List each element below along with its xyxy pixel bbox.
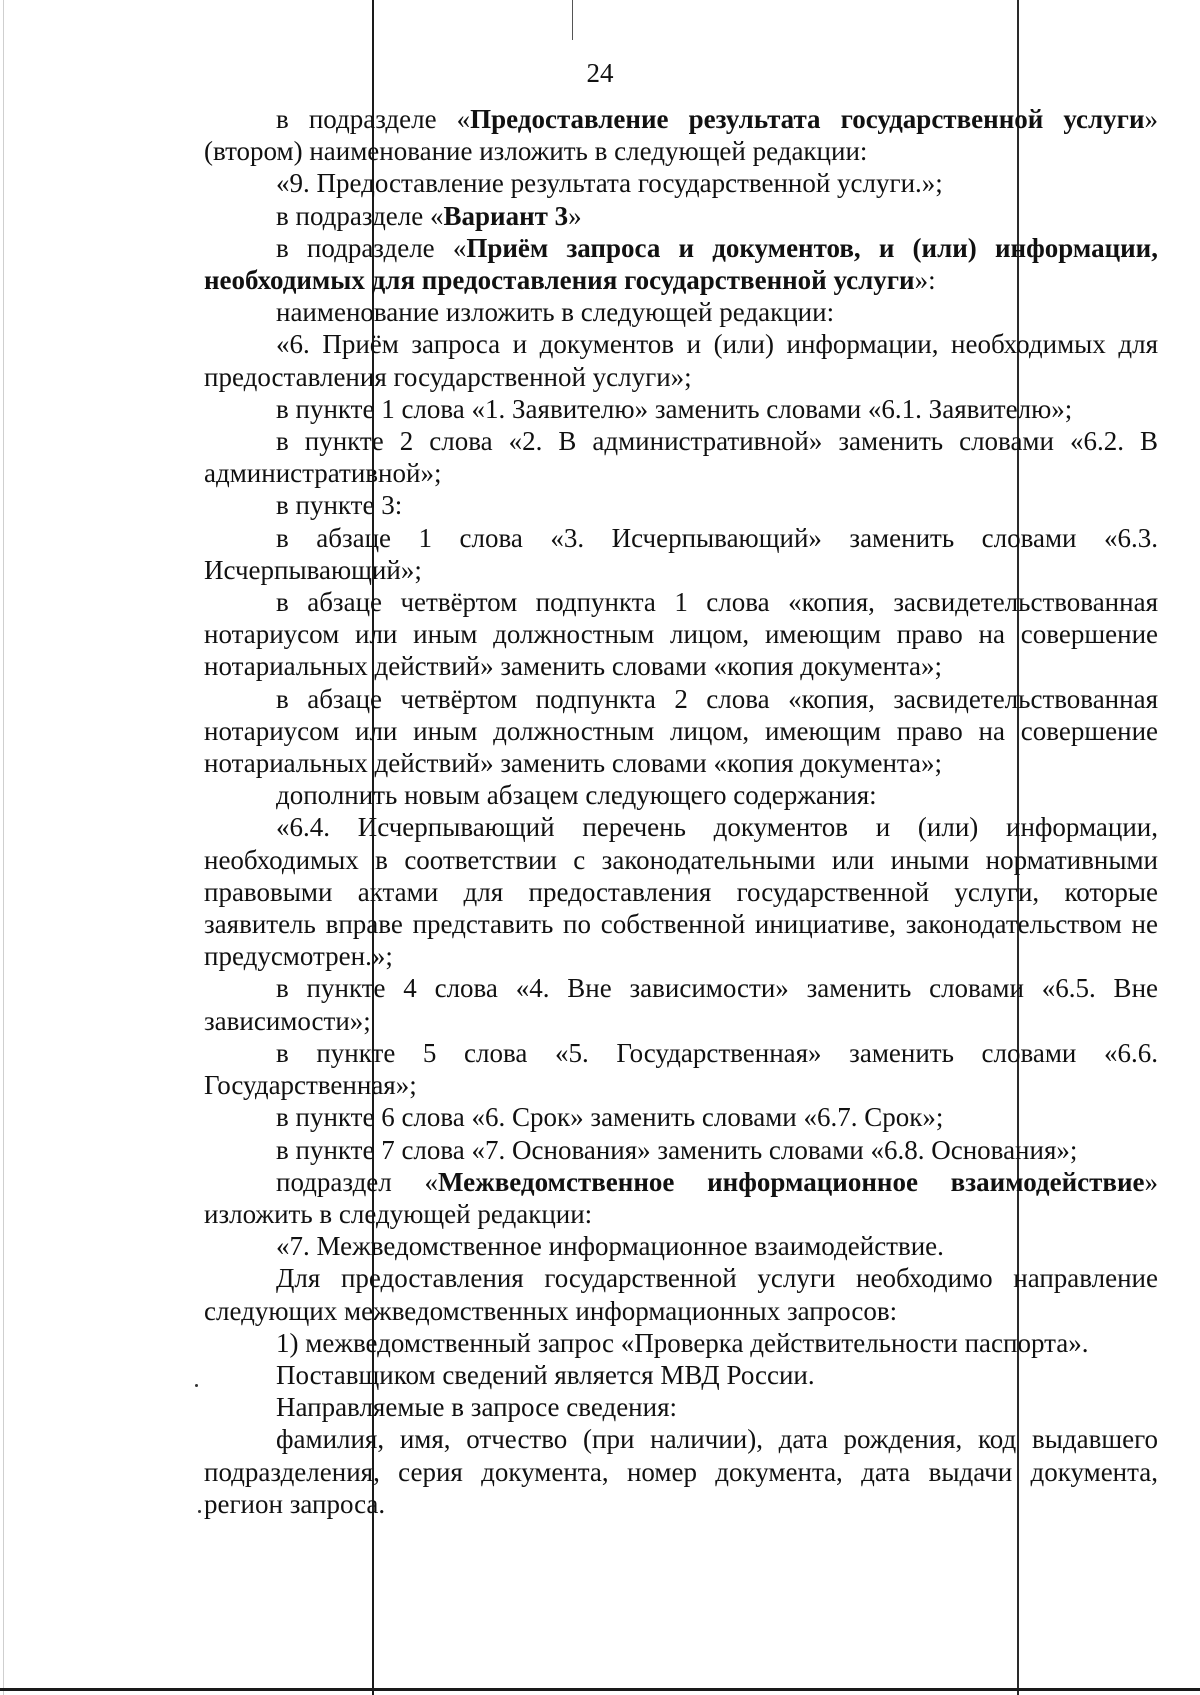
scan-bottom-line [0,1688,1200,1691]
bold-phrase: Предоставление результата государственной услуги [470,104,1145,134]
text-run: в пункте 1 слова «1. Заявителю» заменить словами «6.1. Заявителю»; [276,393,1073,424]
text-run: в подразделе « [276,232,467,263]
bold-phrase: Приём запроса и документов, и (или) информации, необходимых для предоставления государственной услуги [204,232,1158,296]
text-run: в подразделе « [276,200,444,231]
text-run: «6. Приём запроса и документов и (или) информации, необходимых для предоставления государственной услуги»; [204,329,1158,392]
text-run: » (втором) наименование изложить в следующей редакции: [204,104,1158,167]
paragraph [204,586,1158,683]
page-number: 24 [586,58,614,88]
bold-phrase: Вариант 3 [443,200,569,231]
paragraph [204,522,1158,586]
text-run: Поставщиком сведений является МВД России. [276,1359,815,1390]
text-run: подраздел « [276,1166,439,1197]
text-run: в пункте 4 слова «4. Вне зависимости» заменить словами «6.5. Вне зависимости»; [204,973,1158,1036]
text-run: »: [914,265,936,296]
paragraph [204,328,1158,392]
paragraph [204,1230,1158,1262]
text-run: «7. Межведомственное информационное взаимодействие. [276,1231,944,1262]
text-run: в абзаце четвёртом подпункта 1 слова «копия, засвидетельствованная нотариусом или иным должностным лицом, имеющим право на совершение нотариальных действий» заменить словами «копия документа»; [204,587,1158,682]
paragraph [204,1037,1158,1101]
paragraph [204,200,1158,232]
paragraph [204,232,1158,296]
paragraph [204,1166,1158,1230]
text-run: » изложить в следующей редакции: [204,1166,1158,1229]
text-run: в пункте 2 слова «2. В административной» заменить словами «6.2. В административной»; [204,426,1158,489]
text-run: в пункте 3: [276,490,403,521]
paragraph [204,425,1158,489]
text-run: «6.4. Исчерпывающий перечень документов и (или) информации, необходимых в соответствии с законодательными или иными нормативными правовыми актами для предоставления государственной услуги, которые заявитель вправе представить по собственной инициативе, законодательством не предусмотрен.»; [204,812,1158,972]
scan-speck [195,1384,198,1387]
text-run: фамилия, имя, отчество (при наличии), дата рождения, код выдавшего подразделения, серия документа, номер документа, дата выдачи документа, регион запроса. [204,1424,1158,1519]
text-run: в подразделе « [276,104,471,134]
paragraph [204,1391,1158,1423]
bold-phrase: Межведомственное информационное взаимодействие [438,1166,1145,1197]
paragraph [204,779,1158,811]
text-run: » [568,200,582,231]
paragraph [204,167,1158,199]
paragraph [204,393,1158,425]
paragraph [204,1101,1158,1133]
paragraph [204,1262,1158,1326]
document-body [204,103,1158,1520]
paragraph [204,103,1158,167]
paragraph [204,1359,1158,1391]
text-run: в абзаце четвёртом подпункта 2 слова «копия, засвидетельствованная нотариусом или иным должностным лицом, имеющим право на совершение нотариальных действий» заменить словами «копия документа»; [204,683,1158,779]
text-run: в пункте 5 слова «5. Государственная» заменить словами «6.6. Государственная»; [204,1037,1158,1101]
paragraph [204,489,1158,521]
text-run: наименование изложить в следующей редакции: [276,297,835,328]
text-run: в пункте 7 слова «7. Основания» заменить словами «6.8. Основания»; [276,1134,1078,1165]
text-run: «9. Предоставление результата государственной услуги.»; [276,168,943,199]
text-run: дополнить новым абзацем следующего содержания: [276,780,877,811]
text-run: Направляемые в запросе сведения: [276,1392,677,1423]
scan-vertical-line [572,0,573,40]
paragraph [204,972,1158,1036]
scan-edge-line [3,0,4,1695]
text-run: в абзаце 1 слова «3. Исчерпывающий» заменить словами «6.3. Исчерпывающий»; [204,522,1158,585]
scan-speck [198,1510,201,1513]
paragraph [204,1134,1158,1166]
paragraph [204,811,1158,972]
paragraph [204,1327,1158,1359]
text-run: Для предоставления государственной услуги необходимо направление следующих межведомственных информационных запросов: [204,1263,1158,1326]
text-run: в пункте 6 слова «6. Срок» заменить словами «6.7. Срок»; [276,1102,944,1133]
paragraph [204,296,1158,328]
text-run: 1) межведомственный запрос «Проверка действительности паспорта». [276,1327,1089,1358]
paragraph [204,1423,1158,1520]
paragraph [204,683,1158,780]
